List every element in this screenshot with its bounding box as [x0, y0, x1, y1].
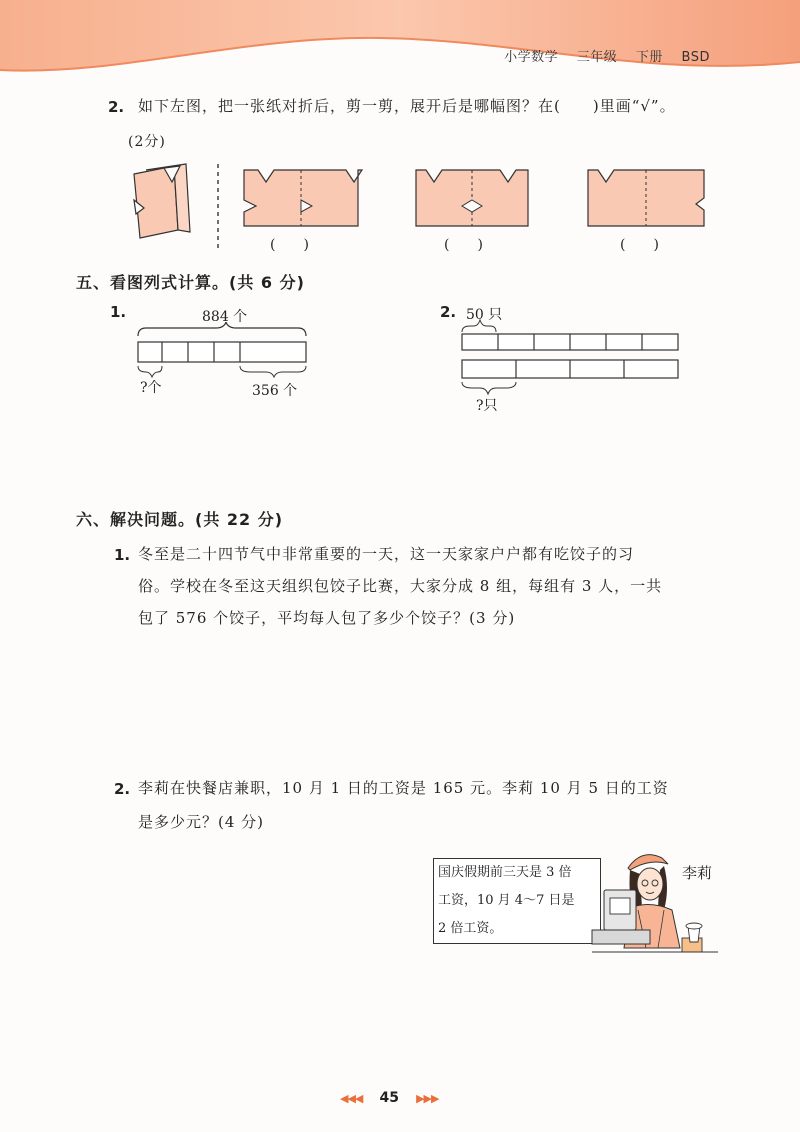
header-volume: 下册	[635, 50, 663, 65]
option-b-figure	[416, 170, 528, 226]
option-c-blank[interactable]: ( )	[620, 237, 659, 253]
p2-bar-diagram	[456, 318, 686, 402]
p2-unknown-label: ?只	[476, 398, 498, 414]
q2-score: (2分)	[128, 134, 166, 150]
character-name: 李莉	[682, 864, 713, 882]
s6-p2-line1: 李莉在快餐店兼职，10 月 1 日的工资是 165 元。李莉 10 月 5 日的工资	[138, 779, 669, 797]
folded-paper-figure	[134, 164, 190, 238]
option-a-blank[interactable]: ( )	[270, 237, 309, 253]
s6-p1-line3: 包了 576 个饺子，平均每人包了多少个饺子？(3 分)	[138, 609, 516, 627]
callout-line1: 国庆假期前三天是 3 倍	[438, 865, 572, 880]
header-subject: 小学数学	[504, 50, 559, 65]
cashier-girl-illustration	[590, 838, 720, 958]
s6-p2-number: 2.	[114, 780, 131, 798]
p1-total-label: 884 个	[202, 309, 248, 325]
option-b-blank[interactable]: ( )	[444, 237, 483, 253]
header-edition: BSD	[681, 50, 710, 65]
s5-p1-number: 1.	[110, 303, 127, 321]
q2-text: 如下左图，把一张纸对折后，剪一剪，展开后是哪幅图？在( )里画“√”。	[138, 97, 676, 115]
q2-number: 2.	[108, 98, 125, 116]
header-info	[490, 46, 710, 65]
header-band	[0, 0, 800, 80]
s5-p2-number: 2.	[440, 303, 457, 321]
p1-bar-diagram	[130, 322, 320, 378]
section5-title: 五、看图列式计算。(共 6 分)	[76, 273, 305, 292]
s6-p1-number: 1.	[114, 546, 131, 564]
page-number: 45	[379, 1090, 399, 1106]
p1-unknown-label: ?个	[140, 380, 162, 396]
footer-nav	[340, 1087, 438, 1106]
option-c-figure	[588, 170, 704, 226]
s6-p2-line2: 是多少元？(4 分)	[138, 813, 265, 831]
s6-p1-line2: 俗。学校在冬至这天组织包饺子比赛，大家分成 8 组，每组有 3 人，一共	[138, 577, 663, 595]
callout-line3: 2 倍工资。	[438, 921, 503, 936]
header-grade: 三年级	[576, 50, 618, 65]
s6-p1-line1: 冬至是二十四节气中非常重要的一天，这一天家家户户都有吃饺子的习	[138, 545, 635, 563]
callout-line2: 工资，10 月 4～7 日是	[438, 893, 575, 908]
p1-part-label: 356 个	[252, 383, 298, 399]
hint-callout	[433, 858, 601, 944]
prev-arrows-icon: ◀◀◀	[340, 1092, 363, 1105]
section6-title: 六、解决问题。(共 22 分)	[76, 510, 284, 529]
p2-unit-label: 50 只	[466, 307, 503, 323]
option-a-figure	[244, 170, 362, 226]
next-arrows-icon: ▶▶▶	[416, 1092, 439, 1105]
